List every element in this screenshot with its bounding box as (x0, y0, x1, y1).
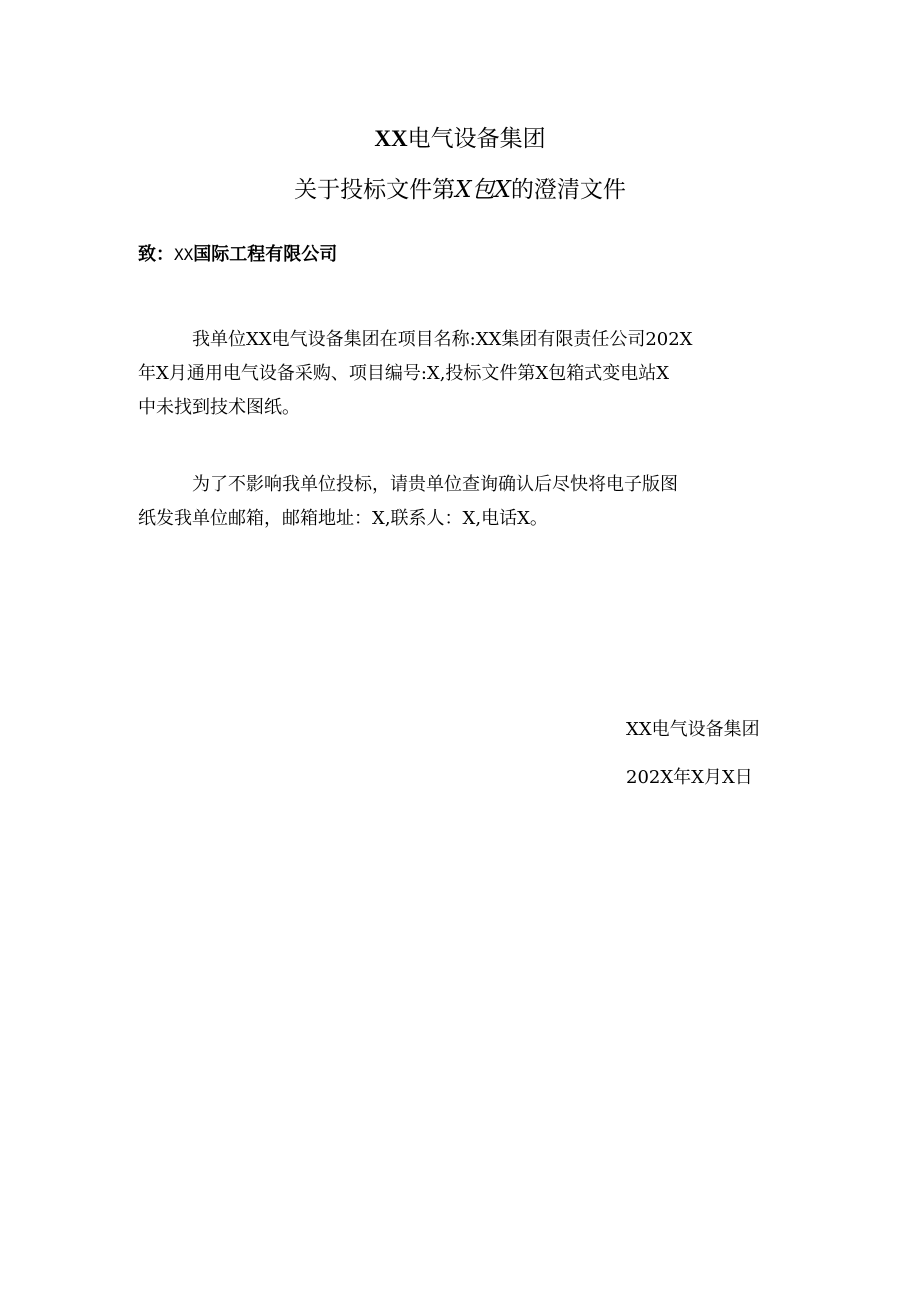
subtitle-x2: X (494, 177, 511, 203)
document-title (0, 124, 920, 154)
paragraph-line: 我单位XX电气设备集团在项目名称:XX集团有限责任公司202X (192, 329, 693, 350)
paragraph-line: 年X月通用电气设备采购、项目编号:X,投标文件第X包箱式变电站X (138, 363, 670, 384)
subtitle-part-c: 的澄清文件 (510, 177, 626, 203)
title-code: XX (374, 126, 408, 151)
paragraph-line: 中未找到技术图纸。 (138, 397, 300, 418)
salutation-code: XX (174, 245, 194, 264)
subtitle-part-a: 关于投标文件第 (294, 177, 456, 203)
title-company: 电气设备集团 (407, 126, 546, 152)
paragraph-line: 纸发我单位邮箱，邮箱地址：X,联系人：X,电话X。 (138, 508, 548, 529)
body-paragraph-2 (138, 468, 788, 536)
subtitle-part-b: 包 (471, 177, 495, 203)
salutation-recipient: 国际工程有限公司 (193, 244, 338, 265)
salutation (138, 241, 337, 269)
paragraph-line: 为了不影响我单位投标，请贵单位查询确认后尽快将电子版图 (192, 474, 678, 495)
body-paragraph-1 (138, 323, 788, 425)
subtitle-x1: X (455, 177, 472, 203)
salutation-prefix: 致： (138, 244, 174, 265)
document-subtitle (0, 175, 920, 205)
signature-organization: XX电气设备集团 (626, 719, 760, 740)
signature-date: 202X年X月X日 (626, 767, 753, 788)
